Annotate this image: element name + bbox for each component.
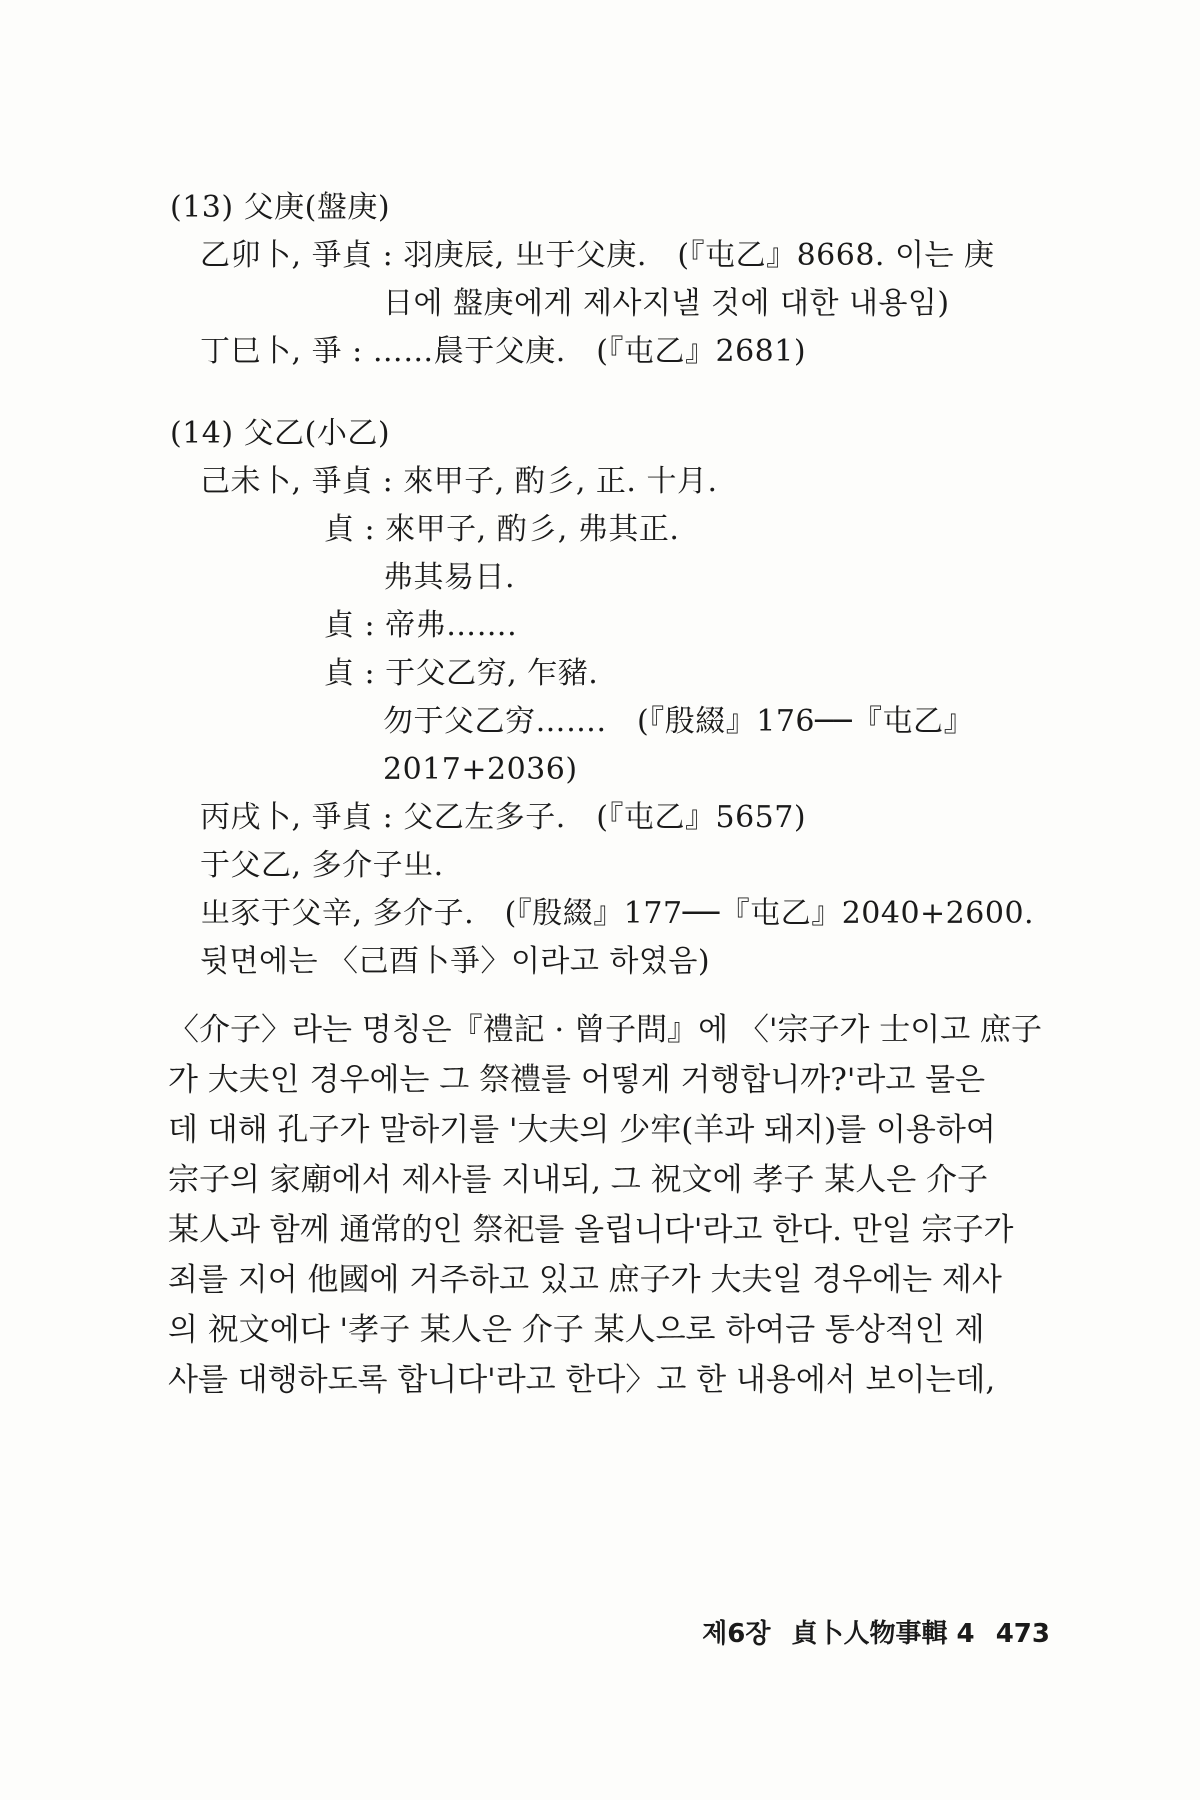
prose-line: 사를 대행하도록 합니다'라고 한다〉고 한 내용에서 보이는데, xyxy=(168,1362,996,1398)
inscription-line: 勿于父乙穷……. (『殷綴』176──『屯乙』 xyxy=(383,704,975,739)
inscription-line: 乙卯卜, 爭貞 : 羽庚辰, 㞢于父庚. (『屯乙』8668. 이는 庚 xyxy=(200,238,995,273)
inscription-line: 丙戌卜, 爭貞 : 父乙左多子. (『屯乙』5657) xyxy=(200,800,807,835)
section-13-heading: (13) 父庚(盤庚) xyxy=(170,190,391,225)
prose-line: 某人과 함께 通常的인 祭祀를 올립니다'라고 한다. 만일 宗子가 xyxy=(168,1212,1014,1248)
footer-title: 貞卜人物事輯 4 xyxy=(791,1619,975,1649)
inscription-line: 己未卜, 爭貞 : 來甲子, 酌彡, 正. 十月. xyxy=(200,464,718,499)
inscription-line: 㞢豕于父辛, 多介子. (『殷綴』177──『屯乙』2040+2600. xyxy=(200,896,1035,931)
section-14-heading: (14) 父乙(小乙) xyxy=(170,416,391,451)
prose-line: 죄를 지어 他國에 거주하고 있고 庶子가 大夫일 경우에는 제사 xyxy=(168,1262,1002,1298)
running-footer xyxy=(690,1613,1050,1650)
prose-line: 宗子의 家廟에서 제사를 지내되, 그 祝文에 孝子 某人은 介子 xyxy=(168,1162,989,1198)
inscription-line: 于父乙, 多介子㞢. xyxy=(200,848,444,883)
inscription-note-line: 뒷면에는 〈己酉卜爭〉이라고 하였음) xyxy=(200,944,711,979)
inscription-line: 弗其易日. xyxy=(383,560,516,595)
prose-line: 데 대해 孔子가 말하기를 '大夫의 少牢(羊과 돼지)를 이용하여 xyxy=(168,1112,996,1148)
inscription-note-line: 日에 盤庚에게 제사지낼 것에 대한 내용임) xyxy=(383,286,950,321)
prose-line: 〈介子〉라는 명칭은『禮記 · 曾子問』에 〈'宗子가 士이고 庶子 xyxy=(168,1012,1043,1048)
inscription-line: 貞 : 來甲子, 酌彡, 弗其正. xyxy=(324,512,680,547)
prose-line: 가 大夫인 경우에는 그 祭禮를 어떻게 거행합니까?'라고 물은 xyxy=(168,1062,986,1098)
footer-chapter: 제6장 xyxy=(702,1619,771,1649)
inscription-line: 丁巳卜, 爭 : ……䢅于父庚. (『屯乙』2681) xyxy=(200,334,807,369)
page-number: 473 xyxy=(995,1619,1050,1649)
prose-line: 의 祝文에다 '孝子 某人은 介子 某人으로 하여금 통상적인 제 xyxy=(168,1312,985,1348)
inscription-line: 貞 : 于父乙穷, 乍豬. xyxy=(324,656,599,691)
inscription-note-line: 2017+2036) xyxy=(383,752,578,787)
inscription-line: 貞 : 帝弗……. xyxy=(324,608,518,643)
